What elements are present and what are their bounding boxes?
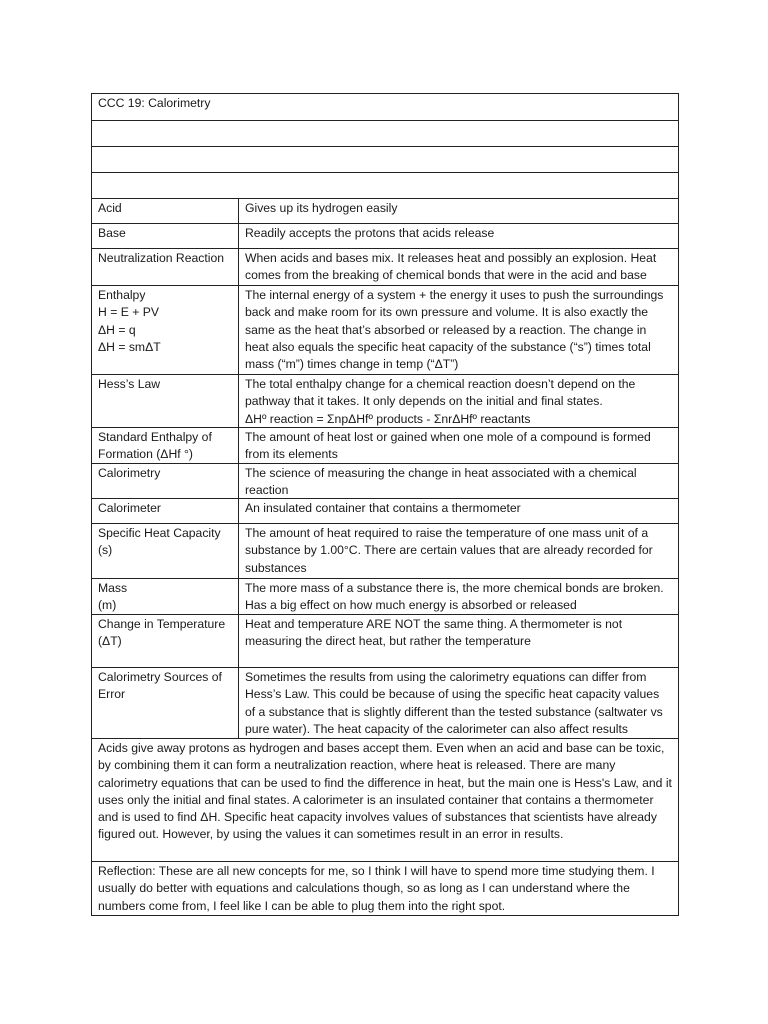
reflection-row xyxy=(92,862,678,915)
blank-row xyxy=(92,147,678,173)
term-cell: Calorimetry Sources of Error xyxy=(92,668,239,738)
term-cell: Neutralization Reaction xyxy=(92,249,239,285)
term-row-mass xyxy=(92,579,678,615)
definition-cell: The science of measuring the change in heat associated with a chemical reaction xyxy=(245,466,637,498)
definition-cell: Readily accepts the protons that acids release xyxy=(245,226,495,240)
notes-table xyxy=(91,93,679,916)
definition-cell: The amount of heat required to raise the temperature of one mass unit of a substance by 1.00°C. There are certain values that are already recorded for substances xyxy=(245,526,653,575)
term-row-sources-of-error xyxy=(92,668,678,739)
term-row-change-in-temperature xyxy=(92,615,678,668)
blank-row xyxy=(92,173,678,199)
page-title: CCC 19: Calorimetry xyxy=(98,96,211,110)
summary-text: Acids give away protons as hydrogen and bases accept them. Even when an acid and base can be toxic, by combining them it can form a neutralization reaction, where heat is released. There are many calorimetry equations that can be used to find the difference in heat, but the main one is Hess's Law, and it uses only the initial and final states. A calorimeter is an insulated container that contains a thermometer and is used to find ΔH. Specific heat capacity involves values of substances that scientists have already figured out. However, by using the values it can sometimes result in an error in results. xyxy=(98,741,672,842)
term-cell: Mass (m) xyxy=(92,579,239,614)
definition-cell: An insulated container that contains a thermometer xyxy=(245,501,521,515)
term-row-standard-enthalpy xyxy=(92,428,678,464)
definition-cell: The amount of heat lost or gained when one mole of a compound is formed from its elements xyxy=(245,430,651,462)
term-row-enthalpy xyxy=(92,286,678,375)
term-row-calorimeter xyxy=(92,499,678,524)
term-cell: Base xyxy=(92,224,239,248)
summary-row xyxy=(92,739,678,862)
blank-cell xyxy=(92,121,678,146)
definition-cell: Sometimes the results from using the calorimetry equations can differ from Hess’s Law. This could be because of using the specific heat capacity values of a substance that is slightly different than the tested substance (saltwater vs pure water). The heat capacity of the calorimeter can also affect results xyxy=(245,670,663,736)
title-row xyxy=(92,94,678,121)
term-row-specific-heat xyxy=(92,524,678,579)
term-cell: Specific Heat Capacity (s) xyxy=(92,524,239,578)
term-cell: Enthalpy H = E + PV ΔH = q ΔH = smΔT xyxy=(92,286,239,374)
term-row-acid xyxy=(92,199,678,224)
blank-cell xyxy=(92,173,678,198)
definition-cell: Heat and temperature ARE NOT the same thing. A thermometer is not measuring the direct heat, but rather the temperature xyxy=(245,617,623,649)
term-cell: Hess’s Law xyxy=(92,375,239,427)
definition-cell: The more mass of a substance there is, the more chemical bonds are broken. Has a big effect on how much energy is absorbed or released xyxy=(245,581,664,613)
term-row-base xyxy=(92,224,678,249)
definition-cell: The internal energy of a system + the energy it uses to push the surroundings back and make room for its own pressure and volume. It is also exactly the same as the heat that’s absorbed or released by a reaction. The change in heat also equals the specific heat capacity of the substance (“s”) times total mass (“m”) times change in temp (“ΔT”) xyxy=(245,288,664,372)
definition-cell: Gives up its hydrogen easily xyxy=(245,201,398,215)
term-cell: Standard Enthalpy of Formation (ΔHf °) xyxy=(92,428,239,463)
term-cell: Calorimetry xyxy=(92,464,239,498)
term-row-hess-law xyxy=(92,375,678,428)
definition-cell: When acids and bases mix. It releases heat and possibly an explosion. Heat comes from the breaking of chemical bonds that were in the acid and base xyxy=(245,251,657,283)
definition-cell: The total enthalpy change for a chemical reaction doesn’t depend on the pathway that it takes. It only depends on the initial and final states. ΔHº reaction = ΣnpΔHfº products - ΣnrΔHfº reactants xyxy=(245,377,636,426)
reflection-text: Reflection: These are all new concepts for me, so I think I will have to spend more time studying them. I usually do better with equations and calculations though, so as long as I can understand where the numbers come from, I feel like I can be able to plug them into the right spot. xyxy=(98,864,655,913)
term-row-neutralization xyxy=(92,249,678,286)
blank-cell xyxy=(92,147,678,172)
term-row-calorimetry xyxy=(92,464,678,499)
term-cell: Acid xyxy=(92,199,239,223)
term-cell: Change in Temperature (ΔT) xyxy=(92,615,239,667)
blank-row xyxy=(92,121,678,147)
term-cell: Calorimeter xyxy=(92,499,239,523)
